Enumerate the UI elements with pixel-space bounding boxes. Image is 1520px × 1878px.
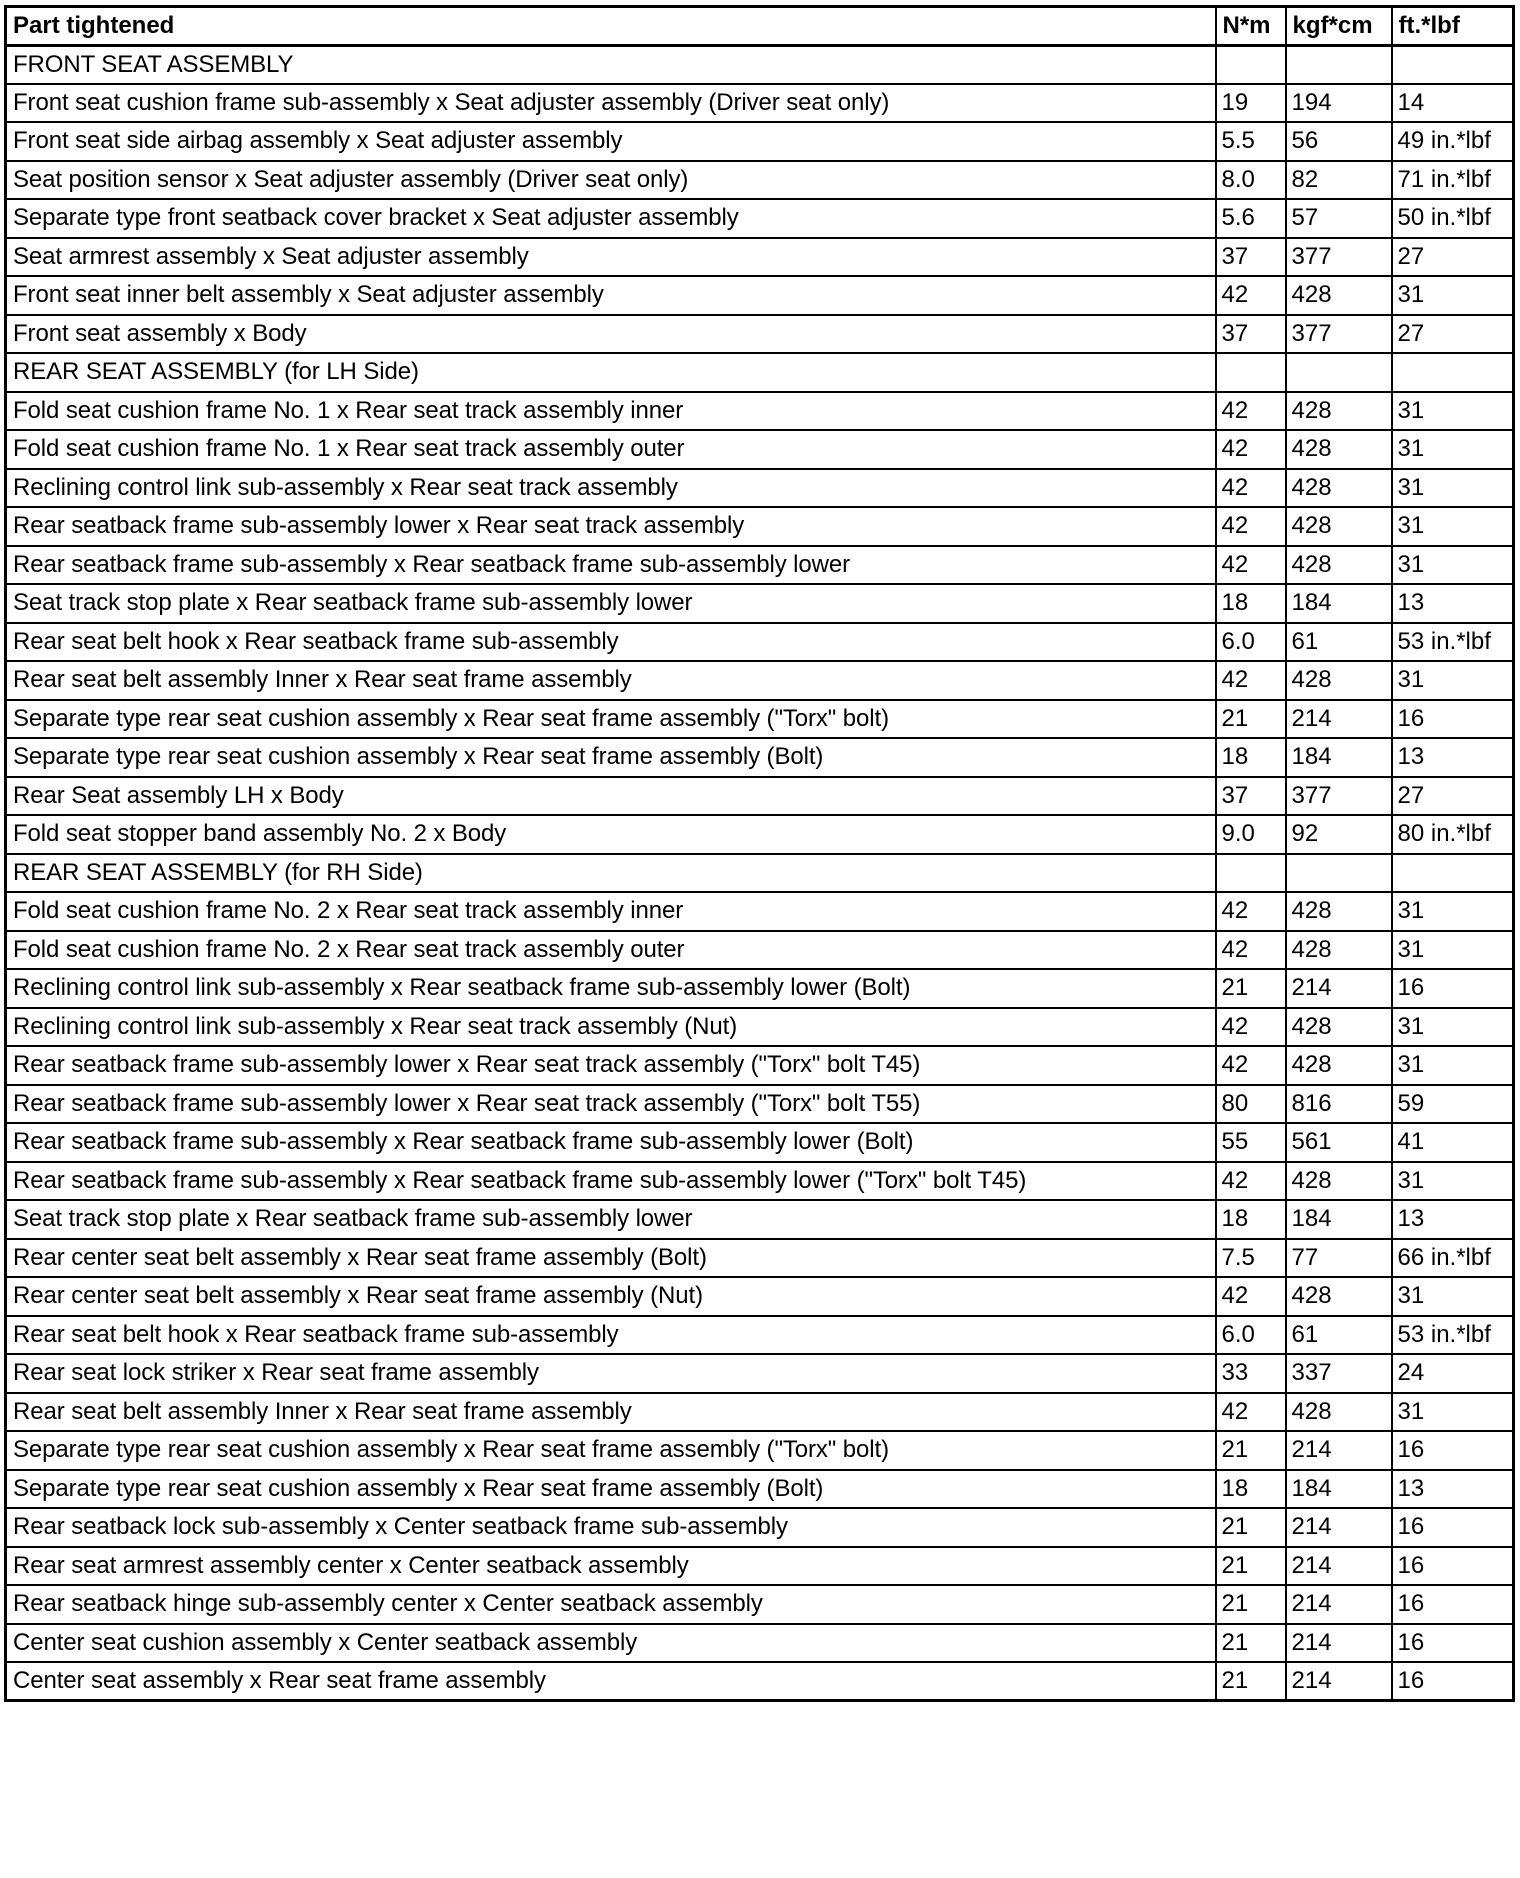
ftlbf-cell: 31 <box>1392 392 1514 431</box>
torque-spec-table <box>4 5 1515 1702</box>
part-cell: Center seat cushion assembly x Center seatback assembly <box>6 1624 1216 1663</box>
part-cell: Rear seatback frame sub-assembly x Rear seatback frame sub-assembly lower ("Torx" bolt T45) <box>6 1162 1216 1201</box>
table-row <box>6 1316 1514 1355</box>
kgfcm-cell: 428 <box>1286 276 1392 315</box>
part-cell: Reclining control link sub-assembly x Rear seatback frame sub-assembly lower (Bolt) <box>6 969 1216 1008</box>
ftlbf-cell: 14 <box>1392 84 1514 123</box>
ftlbf-cell: 53 in.*lbf <box>1392 623 1514 662</box>
part-cell: Seat track stop plate x Rear seatback frame sub-assembly lower <box>6 584 1216 623</box>
nm-cell: 37 <box>1216 238 1286 277</box>
table-row <box>6 1470 1514 1509</box>
table-row <box>6 1239 1514 1278</box>
kgfcm-cell <box>1286 45 1392 84</box>
part-cell: Rear seatback frame sub-assembly lower x Rear seat track assembly ("Torx" bolt T45) <box>6 1046 1216 1085</box>
ftlbf-cell <box>1392 854 1514 893</box>
ftlbf-cell: 71 in.*lbf <box>1392 161 1514 200</box>
table-row <box>6 969 1514 1008</box>
kgfcm-cell: 214 <box>1286 700 1392 739</box>
nm-cell: 42 <box>1216 430 1286 469</box>
nm-cell: 19 <box>1216 84 1286 123</box>
kgfcm-cell: 377 <box>1286 238 1392 277</box>
ftlbf-cell: 16 <box>1392 1547 1514 1586</box>
part-cell: Separate type rear seat cushion assembly x Rear seat frame assembly (Bolt) <box>6 738 1216 777</box>
nm-cell: 21 <box>1216 1431 1286 1470</box>
table-row <box>6 1508 1514 1547</box>
ftlbf-cell: 13 <box>1392 1470 1514 1509</box>
table-row <box>6 1585 1514 1624</box>
part-cell: Seat position sensor x Seat adjuster assembly (Driver seat only) <box>6 161 1216 200</box>
table-row <box>6 1162 1514 1201</box>
nm-cell <box>1216 45 1286 84</box>
nm-cell: 21 <box>1216 1662 1286 1701</box>
ftlbf-cell: 31 <box>1392 931 1514 970</box>
part-cell: FRONT SEAT ASSEMBLY <box>6 45 1216 84</box>
nm-cell: 55 <box>1216 1123 1286 1162</box>
kgfcm-cell: 77 <box>1286 1239 1392 1278</box>
nm-cell: 21 <box>1216 1547 1286 1586</box>
part-cell: Rear seat belt hook x Rear seatback frame sub-assembly <box>6 1316 1216 1355</box>
ftlbf-cell: 31 <box>1392 661 1514 700</box>
ftlbf-cell: 41 <box>1392 1123 1514 1162</box>
nm-cell <box>1216 353 1286 392</box>
nm-cell: 18 <box>1216 1200 1286 1239</box>
kgfcm-cell <box>1286 353 1392 392</box>
kgfcm-cell: 184 <box>1286 738 1392 777</box>
part-cell: Rear seat belt assembly Inner x Rear seat frame assembly <box>6 1393 1216 1432</box>
kgfcm-cell: 184 <box>1286 584 1392 623</box>
kgfcm-cell: 561 <box>1286 1123 1392 1162</box>
table-row <box>6 238 1514 277</box>
nm-cell: 42 <box>1216 1008 1286 1047</box>
table-row <box>6 815 1514 854</box>
kgfcm-cell: 214 <box>1286 1624 1392 1663</box>
ftlbf-cell: 16 <box>1392 700 1514 739</box>
kgfcm-cell: 428 <box>1286 546 1392 585</box>
table-row <box>6 1662 1514 1701</box>
table-row <box>6 584 1514 623</box>
kgfcm-cell: 428 <box>1286 469 1392 508</box>
nm-cell: 21 <box>1216 1508 1286 1547</box>
kgfcm-cell: 214 <box>1286 1431 1392 1470</box>
ftlbf-cell: 31 <box>1392 1393 1514 1432</box>
part-cell: Seat armrest assembly x Seat adjuster assembly <box>6 238 1216 277</box>
part-cell: Fold seat stopper band assembly No. 2 x Body <box>6 815 1216 854</box>
part-cell: Rear seatback lock sub-assembly x Center seatback frame sub-assembly <box>6 1508 1216 1547</box>
nm-cell: 42 <box>1216 392 1286 431</box>
kgfcm-cell: 194 <box>1286 84 1392 123</box>
section-header-row <box>6 854 1514 893</box>
nm-cell: 7.5 <box>1216 1239 1286 1278</box>
ftlbf-cell: 31 <box>1392 1162 1514 1201</box>
nm-cell: 42 <box>1216 1162 1286 1201</box>
ftlbf-cell: 27 <box>1392 315 1514 354</box>
part-cell: Rear Seat assembly LH x Body <box>6 777 1216 816</box>
table-row <box>6 1200 1514 1239</box>
table-row <box>6 546 1514 585</box>
ftlbf-cell: 16 <box>1392 969 1514 1008</box>
section-header-row <box>6 45 1514 84</box>
ftlbf-cell: 66 in.*lbf <box>1392 1239 1514 1278</box>
kgfcm-cell: 428 <box>1286 430 1392 469</box>
table-row <box>6 84 1514 123</box>
header-kgfcm: kgf*cm <box>1286 7 1392 46</box>
part-cell: Fold seat cushion frame No. 1 x Rear seat track assembly inner <box>6 392 1216 431</box>
kgfcm-cell: 61 <box>1286 1316 1392 1355</box>
part-cell: Rear seatback frame sub-assembly x Rear seatback frame sub-assembly lower <box>6 546 1216 585</box>
table-row <box>6 623 1514 662</box>
part-cell: Rear center seat belt assembly x Rear seat frame assembly (Bolt) <box>6 1239 1216 1278</box>
table-row <box>6 1547 1514 1586</box>
part-cell: Front seat side airbag assembly x Seat adjuster assembly <box>6 122 1216 161</box>
part-cell: Rear center seat belt assembly x Rear seat frame assembly (Nut) <box>6 1277 1216 1316</box>
part-cell: Front seat cushion frame sub-assembly x Seat adjuster assembly (Driver seat only) <box>6 84 1216 123</box>
ftlbf-cell: 80 in.*lbf <box>1392 815 1514 854</box>
nm-cell: 5.6 <box>1216 199 1286 238</box>
nm-cell: 18 <box>1216 738 1286 777</box>
part-cell: Center seat assembly x Rear seat frame assembly <box>6 1662 1216 1701</box>
table-row <box>6 1008 1514 1047</box>
kgfcm-cell: 61 <box>1286 623 1392 662</box>
part-cell: Rear seatback hinge sub-assembly center x Center seatback assembly <box>6 1585 1216 1624</box>
table-row <box>6 661 1514 700</box>
torque-spec-sheet <box>4 5 1515 1702</box>
ftlbf-cell: 49 in.*lbf <box>1392 122 1514 161</box>
kgfcm-cell: 428 <box>1286 892 1392 931</box>
ftlbf-cell: 27 <box>1392 238 1514 277</box>
ftlbf-cell: 31 <box>1392 546 1514 585</box>
ftlbf-cell: 24 <box>1392 1354 1514 1393</box>
part-cell: Reclining control link sub-assembly x Rear seat track assembly <box>6 469 1216 508</box>
kgfcm-cell: 428 <box>1286 1277 1392 1316</box>
kgfcm-cell: 377 <box>1286 777 1392 816</box>
ftlbf-cell <box>1392 353 1514 392</box>
ftlbf-cell: 31 <box>1392 430 1514 469</box>
table-row <box>6 199 1514 238</box>
nm-cell: 18 <box>1216 584 1286 623</box>
kgfcm-cell: 56 <box>1286 122 1392 161</box>
table-row <box>6 1123 1514 1162</box>
part-cell: Rear seat belt assembly Inner x Rear seat frame assembly <box>6 661 1216 700</box>
ftlbf-cell: 31 <box>1392 469 1514 508</box>
kgfcm-cell: 816 <box>1286 1085 1392 1124</box>
table-row <box>6 738 1514 777</box>
kgfcm-cell: 184 <box>1286 1470 1392 1509</box>
table-row <box>6 931 1514 970</box>
kgfcm-cell: 57 <box>1286 199 1392 238</box>
part-cell: Rear seat armrest assembly center x Center seatback assembly <box>6 1547 1216 1586</box>
part-cell: Rear seatback frame sub-assembly lower x Rear seat track assembly <box>6 507 1216 546</box>
kgfcm-cell: 337 <box>1286 1354 1392 1393</box>
table-header <box>6 7 1514 46</box>
table-row <box>6 1354 1514 1393</box>
ftlbf-cell: 13 <box>1392 584 1514 623</box>
nm-cell: 21 <box>1216 1624 1286 1663</box>
nm-cell: 42 <box>1216 276 1286 315</box>
table-row <box>6 892 1514 931</box>
table-row <box>6 469 1514 508</box>
kgfcm-cell: 377 <box>1286 315 1392 354</box>
table-row <box>6 700 1514 739</box>
header-row <box>6 7 1514 46</box>
part-cell: REAR SEAT ASSEMBLY (for RH Side) <box>6 854 1216 893</box>
ftlbf-cell: 16 <box>1392 1431 1514 1470</box>
table-row <box>6 507 1514 546</box>
nm-cell: 42 <box>1216 507 1286 546</box>
table-row <box>6 777 1514 816</box>
table-row <box>6 1085 1514 1124</box>
nm-cell: 42 <box>1216 931 1286 970</box>
header-part-tightened: Part tightened <box>6 7 1216 46</box>
ftlbf-cell: 13 <box>1392 1200 1514 1239</box>
kgfcm-cell: 428 <box>1286 1393 1392 1432</box>
table-row <box>6 276 1514 315</box>
ftlbf-cell: 31 <box>1392 1046 1514 1085</box>
header-nm: N*m <box>1216 7 1286 46</box>
ftlbf-cell: 31 <box>1392 892 1514 931</box>
kgfcm-cell: 428 <box>1286 392 1392 431</box>
ftlbf-cell: 13 <box>1392 738 1514 777</box>
nm-cell: 42 <box>1216 469 1286 508</box>
table-row <box>6 1277 1514 1316</box>
part-cell: Rear seat lock striker x Rear seat frame assembly <box>6 1354 1216 1393</box>
nm-cell: 9.0 <box>1216 815 1286 854</box>
nm-cell: 18 <box>1216 1470 1286 1509</box>
part-cell: Front seat inner belt assembly x Seat adjuster assembly <box>6 276 1216 315</box>
nm-cell: 21 <box>1216 1585 1286 1624</box>
nm-cell: 42 <box>1216 1393 1286 1432</box>
ftlbf-cell: 16 <box>1392 1585 1514 1624</box>
table-row <box>6 161 1514 200</box>
nm-cell: 6.0 <box>1216 1316 1286 1355</box>
nm-cell: 42 <box>1216 1277 1286 1316</box>
ftlbf-cell: 50 in.*lbf <box>1392 199 1514 238</box>
part-cell: Reclining control link sub-assembly x Rear seat track assembly (Nut) <box>6 1008 1216 1047</box>
part-cell: Front seat assembly x Body <box>6 315 1216 354</box>
kgfcm-cell: 214 <box>1286 1662 1392 1701</box>
kgfcm-cell: 214 <box>1286 1585 1392 1624</box>
kgfcm-cell: 82 <box>1286 161 1392 200</box>
nm-cell: 42 <box>1216 546 1286 585</box>
ftlbf-cell: 31 <box>1392 276 1514 315</box>
ftlbf-cell: 59 <box>1392 1085 1514 1124</box>
nm-cell: 33 <box>1216 1354 1286 1393</box>
nm-cell: 42 <box>1216 1046 1286 1085</box>
part-cell: Separate type rear seat cushion assembly x Rear seat frame assembly ("Torx" bolt) <box>6 1431 1216 1470</box>
table-row <box>6 315 1514 354</box>
kgfcm-cell: 214 <box>1286 1508 1392 1547</box>
kgfcm-cell: 428 <box>1286 931 1392 970</box>
ftlbf-cell: 31 <box>1392 1008 1514 1047</box>
ftlbf-cell: 53 in.*lbf <box>1392 1316 1514 1355</box>
part-cell: Rear seatback frame sub-assembly x Rear seatback frame sub-assembly lower (Bolt) <box>6 1123 1216 1162</box>
kgfcm-cell: 428 <box>1286 1008 1392 1047</box>
part-cell: Separate type rear seat cushion assembly x Rear seat frame assembly (Bolt) <box>6 1470 1216 1509</box>
kgfcm-cell: 214 <box>1286 969 1392 1008</box>
kgfcm-cell: 428 <box>1286 1162 1392 1201</box>
part-cell: Fold seat cushion frame No. 1 x Rear seat track assembly outer <box>6 430 1216 469</box>
kgfcm-cell: 184 <box>1286 1200 1392 1239</box>
nm-cell: 21 <box>1216 969 1286 1008</box>
nm-cell: 6.0 <box>1216 623 1286 662</box>
table-row <box>6 1046 1514 1085</box>
ftlbf-cell: 16 <box>1392 1662 1514 1701</box>
ftlbf-cell <box>1392 45 1514 84</box>
nm-cell <box>1216 854 1286 893</box>
ftlbf-cell: 16 <box>1392 1624 1514 1663</box>
nm-cell: 5.5 <box>1216 122 1286 161</box>
nm-cell: 37 <box>1216 777 1286 816</box>
ftlbf-cell: 31 <box>1392 1277 1514 1316</box>
kgfcm-cell <box>1286 854 1392 893</box>
part-cell: Separate type front seatback cover bracket x Seat adjuster assembly <box>6 199 1216 238</box>
table-row <box>6 1431 1514 1470</box>
table-row <box>6 1624 1514 1663</box>
part-cell: Rear seat belt hook x Rear seatback frame sub-assembly <box>6 623 1216 662</box>
kgfcm-cell: 428 <box>1286 507 1392 546</box>
nm-cell: 8.0 <box>1216 161 1286 200</box>
part-cell: Fold seat cushion frame No. 2 x Rear seat track assembly inner <box>6 892 1216 931</box>
ftlbf-cell: 27 <box>1392 777 1514 816</box>
nm-cell: 37 <box>1216 315 1286 354</box>
nm-cell: 80 <box>1216 1085 1286 1124</box>
nm-cell: 42 <box>1216 661 1286 700</box>
table-row <box>6 1393 1514 1432</box>
table-body <box>6 45 1514 1701</box>
nm-cell: 42 <box>1216 892 1286 931</box>
nm-cell: 21 <box>1216 700 1286 739</box>
section-header-row <box>6 353 1514 392</box>
kgfcm-cell: 92 <box>1286 815 1392 854</box>
kgfcm-cell: 214 <box>1286 1547 1392 1586</box>
kgfcm-cell: 428 <box>1286 1046 1392 1085</box>
table-row <box>6 392 1514 431</box>
header-ftlbf: ft.*lbf <box>1392 7 1514 46</box>
part-cell: Rear seatback frame sub-assembly lower x Rear seat track assembly ("Torx" bolt T55) <box>6 1085 1216 1124</box>
table-row <box>6 122 1514 161</box>
ftlbf-cell: 16 <box>1392 1508 1514 1547</box>
ftlbf-cell: 31 <box>1392 507 1514 546</box>
kgfcm-cell: 428 <box>1286 661 1392 700</box>
part-cell: Fold seat cushion frame No. 2 x Rear seat track assembly outer <box>6 931 1216 970</box>
part-cell: Separate type rear seat cushion assembly x Rear seat frame assembly ("Torx" bolt) <box>6 700 1216 739</box>
table-row <box>6 430 1514 469</box>
part-cell: REAR SEAT ASSEMBLY (for LH Side) <box>6 353 1216 392</box>
part-cell: Seat track stop plate x Rear seatback frame sub-assembly lower <box>6 1200 1216 1239</box>
